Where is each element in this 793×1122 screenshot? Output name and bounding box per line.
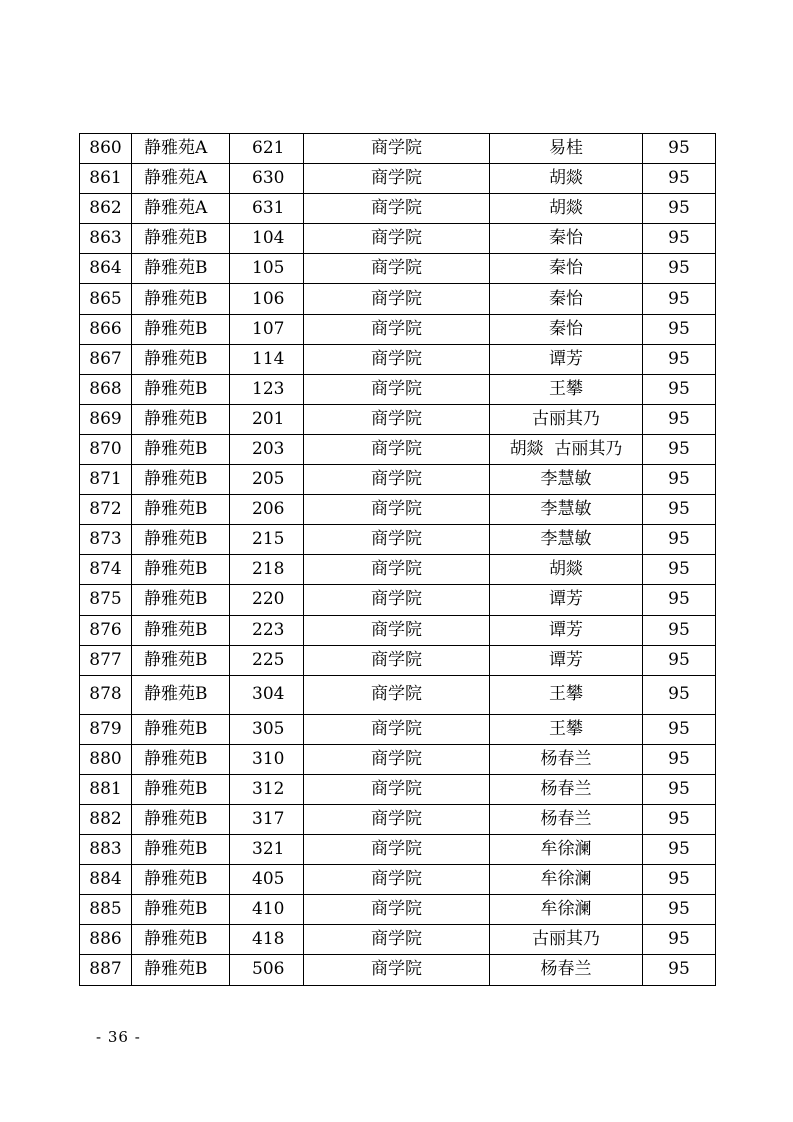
name-cell: 谭芳 bbox=[490, 645, 643, 675]
room-cell: 105 bbox=[230, 254, 304, 284]
table-row bbox=[80, 645, 716, 675]
room-cell: 223 bbox=[230, 615, 304, 645]
room-cell: 106 bbox=[230, 284, 304, 314]
name-cell: 牟徐澜 bbox=[490, 895, 643, 925]
college-cell: 商学院 bbox=[304, 865, 490, 895]
college-cell: 商学院 bbox=[304, 224, 490, 254]
table-row bbox=[80, 895, 716, 925]
row-number-cell: 874 bbox=[80, 555, 132, 585]
room-cell: 305 bbox=[230, 714, 304, 744]
building-cell: 静雅苑B bbox=[132, 555, 230, 585]
building-cell: 静雅苑B bbox=[132, 675, 230, 714]
name-cell: 谭芳 bbox=[490, 585, 643, 615]
score-cell: 95 bbox=[643, 675, 716, 714]
name-cell: 王攀 bbox=[490, 714, 643, 744]
college-cell: 商学院 bbox=[304, 314, 490, 344]
college-cell: 商学院 bbox=[304, 675, 490, 714]
college-cell: 商学院 bbox=[304, 774, 490, 804]
table-row bbox=[80, 865, 716, 895]
room-cell: 310 bbox=[230, 744, 304, 774]
name-cell: 杨春兰 bbox=[490, 744, 643, 774]
table-row bbox=[80, 374, 716, 404]
name-cell: 胡燚 bbox=[490, 164, 643, 194]
score-cell: 95 bbox=[643, 585, 716, 615]
row-number-cell: 871 bbox=[80, 465, 132, 495]
table-row bbox=[80, 955, 716, 985]
table-row bbox=[80, 585, 716, 615]
college-cell: 商学院 bbox=[304, 465, 490, 495]
row-number-cell: 872 bbox=[80, 495, 132, 525]
room-cell: 405 bbox=[230, 865, 304, 895]
score-cell: 95 bbox=[643, 344, 716, 374]
row-number-cell: 882 bbox=[80, 804, 132, 834]
row-number-cell: 873 bbox=[80, 525, 132, 555]
row-number-cell: 883 bbox=[80, 835, 132, 865]
row-number-cell: 881 bbox=[80, 774, 132, 804]
college-cell: 商学院 bbox=[304, 615, 490, 645]
table-row bbox=[80, 314, 716, 344]
score-cell: 95 bbox=[643, 774, 716, 804]
room-cell: 312 bbox=[230, 774, 304, 804]
room-cell: 621 bbox=[230, 134, 304, 164]
row-number-cell: 878 bbox=[80, 675, 132, 714]
room-cell: 215 bbox=[230, 525, 304, 555]
score-cell: 95 bbox=[643, 955, 716, 985]
row-number-cell: 884 bbox=[80, 865, 132, 895]
college-cell: 商学院 bbox=[304, 164, 490, 194]
score-cell: 95 bbox=[643, 835, 716, 865]
college-cell: 商学院 bbox=[304, 194, 490, 224]
row-number-cell: 864 bbox=[80, 254, 132, 284]
college-cell: 商学院 bbox=[304, 645, 490, 675]
room-cell: 225 bbox=[230, 645, 304, 675]
room-cell: 631 bbox=[230, 194, 304, 224]
building-cell: 静雅苑B bbox=[132, 804, 230, 834]
college-cell: 商学院 bbox=[304, 744, 490, 774]
row-number-cell: 880 bbox=[80, 744, 132, 774]
building-cell: 静雅苑B bbox=[132, 404, 230, 434]
score-cell: 95 bbox=[643, 254, 716, 284]
score-cell: 95 bbox=[643, 615, 716, 645]
college-cell: 商学院 bbox=[304, 714, 490, 744]
score-cell: 95 bbox=[643, 164, 716, 194]
room-cell: 220 bbox=[230, 585, 304, 615]
table-row bbox=[80, 555, 716, 585]
building-cell: 静雅苑B bbox=[132, 495, 230, 525]
room-cell: 218 bbox=[230, 555, 304, 585]
building-cell: 静雅苑B bbox=[132, 314, 230, 344]
name-cell: 李慧敏 bbox=[490, 525, 643, 555]
room-cell: 304 bbox=[230, 675, 304, 714]
room-cell: 206 bbox=[230, 495, 304, 525]
building-cell: 静雅苑B bbox=[132, 374, 230, 404]
row-number-cell: 863 bbox=[80, 224, 132, 254]
college-cell: 商学院 bbox=[304, 925, 490, 955]
score-cell: 95 bbox=[643, 555, 716, 585]
building-cell: 静雅苑B bbox=[132, 925, 230, 955]
table-row bbox=[80, 254, 716, 284]
page-number: - 36 - bbox=[96, 1028, 141, 1046]
building-cell: 静雅苑B bbox=[132, 865, 230, 895]
name-cell: 王攀 bbox=[490, 374, 643, 404]
table-row bbox=[80, 615, 716, 645]
room-cell: 321 bbox=[230, 835, 304, 865]
building-cell: 静雅苑B bbox=[132, 434, 230, 464]
building-cell: 静雅苑A bbox=[132, 164, 230, 194]
score-cell: 95 bbox=[643, 495, 716, 525]
college-cell: 商学院 bbox=[304, 495, 490, 525]
row-number-cell: 887 bbox=[80, 955, 132, 985]
table-row bbox=[80, 925, 716, 955]
score-cell: 95 bbox=[643, 224, 716, 254]
building-cell: 静雅苑B bbox=[132, 344, 230, 374]
table-row bbox=[80, 404, 716, 434]
name-cell: 易桂 bbox=[490, 134, 643, 164]
building-cell: 静雅苑B bbox=[132, 615, 230, 645]
score-cell: 95 bbox=[643, 284, 716, 314]
score-cell: 95 bbox=[643, 895, 716, 925]
name-cell: 李慧敏 bbox=[490, 465, 643, 495]
name-cell: 秦怡 bbox=[490, 254, 643, 284]
room-cell: 123 bbox=[230, 374, 304, 404]
college-cell: 商学院 bbox=[304, 895, 490, 925]
dormitory-score-table bbox=[79, 133, 716, 986]
room-cell: 317 bbox=[230, 804, 304, 834]
table-row bbox=[80, 804, 716, 834]
row-number-cell: 865 bbox=[80, 284, 132, 314]
name-cell: 谭芳 bbox=[490, 615, 643, 645]
score-cell: 95 bbox=[643, 925, 716, 955]
score-cell: 95 bbox=[643, 804, 716, 834]
row-number-cell: 860 bbox=[80, 134, 132, 164]
score-cell: 95 bbox=[643, 194, 716, 224]
college-cell: 商学院 bbox=[304, 804, 490, 834]
college-cell: 商学院 bbox=[304, 254, 490, 284]
building-cell: 静雅苑B bbox=[132, 714, 230, 744]
row-number-cell: 886 bbox=[80, 925, 132, 955]
college-cell: 商学院 bbox=[304, 585, 490, 615]
row-number-cell: 868 bbox=[80, 374, 132, 404]
score-cell: 95 bbox=[643, 314, 716, 344]
table-row bbox=[80, 434, 716, 464]
score-cell: 95 bbox=[643, 525, 716, 555]
row-number-cell: 885 bbox=[80, 895, 132, 925]
college-cell: 商学院 bbox=[304, 134, 490, 164]
building-cell: 静雅苑B bbox=[132, 224, 230, 254]
room-cell: 630 bbox=[230, 164, 304, 194]
name-cell: 谭芳 bbox=[490, 344, 643, 374]
room-cell: 410 bbox=[230, 895, 304, 925]
building-cell: 静雅苑A bbox=[132, 134, 230, 164]
table-row bbox=[80, 675, 716, 714]
college-cell: 商学院 bbox=[304, 374, 490, 404]
college-cell: 商学院 bbox=[304, 525, 490, 555]
score-cell: 95 bbox=[643, 465, 716, 495]
building-cell: 静雅苑B bbox=[132, 465, 230, 495]
table-row bbox=[80, 344, 716, 374]
name-cell: 李慧敏 bbox=[490, 495, 643, 525]
score-cell: 95 bbox=[643, 714, 716, 744]
name-cell: 秦怡 bbox=[490, 314, 643, 344]
score-cell: 95 bbox=[643, 404, 716, 434]
row-number-cell: 867 bbox=[80, 344, 132, 374]
college-cell: 商学院 bbox=[304, 434, 490, 464]
name-cell: 胡燚 bbox=[490, 555, 643, 585]
name-cell: 牟徐澜 bbox=[490, 835, 643, 865]
table-row bbox=[80, 835, 716, 865]
building-cell: 静雅苑B bbox=[132, 774, 230, 804]
building-cell: 静雅苑B bbox=[132, 525, 230, 555]
table-row bbox=[80, 284, 716, 314]
building-cell: 静雅苑B bbox=[132, 254, 230, 284]
room-cell: 203 bbox=[230, 434, 304, 464]
building-cell: 静雅苑B bbox=[132, 895, 230, 925]
row-number-cell: 861 bbox=[80, 164, 132, 194]
room-cell: 201 bbox=[230, 404, 304, 434]
name-cell: 王攀 bbox=[490, 675, 643, 714]
building-cell: 静雅苑B bbox=[132, 955, 230, 985]
room-cell: 104 bbox=[230, 224, 304, 254]
building-cell: 静雅苑B bbox=[132, 645, 230, 675]
building-cell: 静雅苑B bbox=[132, 744, 230, 774]
score-cell: 95 bbox=[643, 865, 716, 895]
room-cell: 418 bbox=[230, 925, 304, 955]
table-row bbox=[80, 744, 716, 774]
table-row bbox=[80, 164, 716, 194]
row-number-cell: 875 bbox=[80, 585, 132, 615]
table-row bbox=[80, 525, 716, 555]
score-cell: 95 bbox=[643, 134, 716, 164]
college-cell: 商学院 bbox=[304, 955, 490, 985]
score-cell: 95 bbox=[643, 374, 716, 404]
name-cell: 杨春兰 bbox=[490, 774, 643, 804]
table-row bbox=[80, 224, 716, 254]
score-cell: 95 bbox=[643, 434, 716, 464]
table-row bbox=[80, 495, 716, 525]
room-cell: 205 bbox=[230, 465, 304, 495]
table-row bbox=[80, 134, 716, 164]
name-cell: 秦怡 bbox=[490, 224, 643, 254]
college-cell: 商学院 bbox=[304, 284, 490, 314]
name-cell: 杨春兰 bbox=[490, 804, 643, 834]
table-body bbox=[80, 134, 716, 986]
row-number-cell: 877 bbox=[80, 645, 132, 675]
row-number-cell: 869 bbox=[80, 404, 132, 434]
table-row bbox=[80, 714, 716, 744]
table-row bbox=[80, 774, 716, 804]
building-cell: 静雅苑A bbox=[132, 194, 230, 224]
name-cell: 古丽其乃 bbox=[490, 925, 643, 955]
row-number-cell: 876 bbox=[80, 615, 132, 645]
college-cell: 商学院 bbox=[304, 344, 490, 374]
row-number-cell: 879 bbox=[80, 714, 132, 744]
room-cell: 114 bbox=[230, 344, 304, 374]
college-cell: 商学院 bbox=[304, 555, 490, 585]
name-cell: 秦怡 bbox=[490, 284, 643, 314]
name-cell: 胡燚 古丽其乃 bbox=[490, 434, 643, 464]
name-cell: 牟徐澜 bbox=[490, 865, 643, 895]
row-number-cell: 862 bbox=[80, 194, 132, 224]
room-cell: 506 bbox=[230, 955, 304, 985]
score-cell: 95 bbox=[643, 645, 716, 675]
building-cell: 静雅苑B bbox=[132, 835, 230, 865]
name-cell: 杨春兰 bbox=[490, 955, 643, 985]
score-cell: 95 bbox=[643, 744, 716, 774]
row-number-cell: 870 bbox=[80, 434, 132, 464]
building-cell: 静雅苑B bbox=[132, 284, 230, 314]
building-cell: 静雅苑B bbox=[132, 585, 230, 615]
table-row bbox=[80, 194, 716, 224]
row-number-cell: 866 bbox=[80, 314, 132, 344]
name-cell: 胡燚 bbox=[490, 194, 643, 224]
college-cell: 商学院 bbox=[304, 404, 490, 434]
name-cell: 古丽其乃 bbox=[490, 404, 643, 434]
table-row bbox=[80, 465, 716, 495]
college-cell: 商学院 bbox=[304, 835, 490, 865]
room-cell: 107 bbox=[230, 314, 304, 344]
